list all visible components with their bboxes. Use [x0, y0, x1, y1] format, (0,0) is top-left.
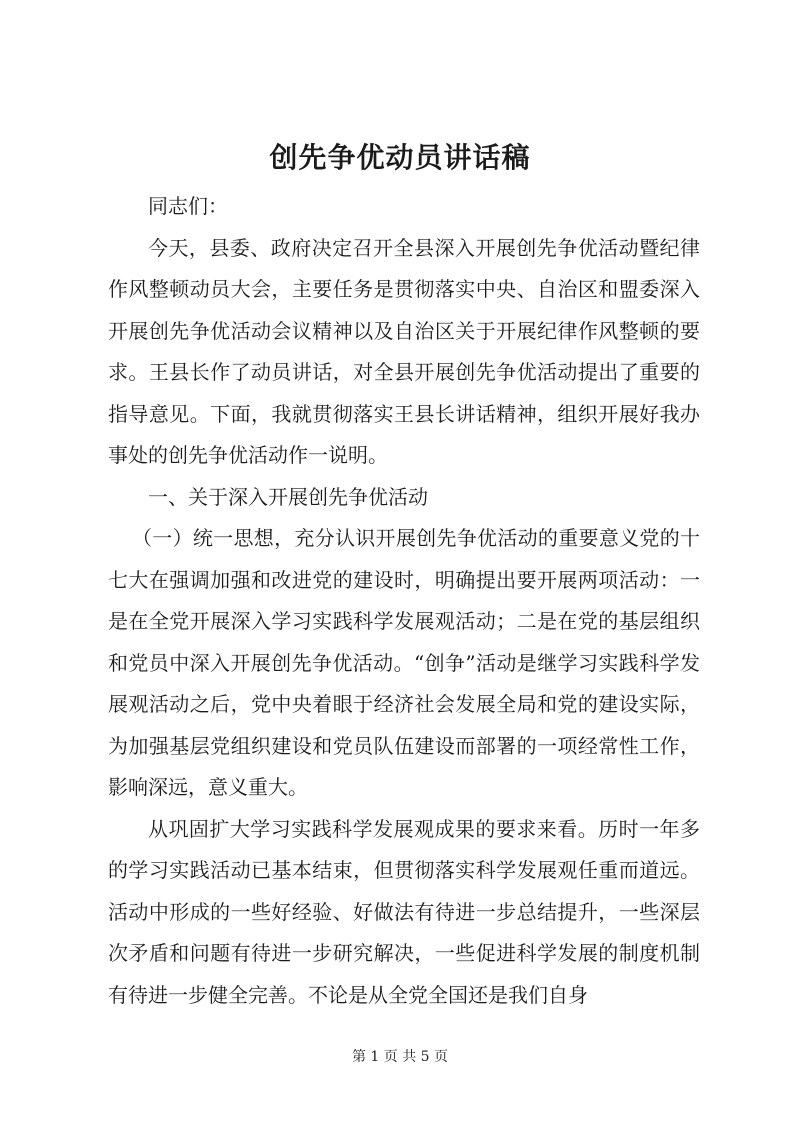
body-paragraph: 从巩固扩大学习实践科学发展观成果的要求来看。历时一年多的学习实践活动已基本结束，但贯彻落实科学发展观任重而道远。活动中形成的一些好经验、好做法有待进一步总结提升，一些深层次矛盾和问题有待进一步研究解决，一些促进科学发展的制度机制有待进一步健全完善。不论是从全党全国还是我们自身: [108, 816, 700, 1007]
salutation-paragraph: 同志们：: [148, 194, 228, 218]
document-body: [108, 186, 700, 1016]
section-heading: 一、关于深入开展创先争优活动: [148, 484, 428, 509]
subsection-paragraph: （一）统一思想，充分认识开展创先争优活动的重要意义党的十七大在强调加强和改进党的建设时，明确提出要开展两项活动：一是在全党开展深入学习实践科学发展观活动；二是在党的基层组织和党员中深入开展创先争优活动。“创争”活动是继学习实践科学发展观活动之后，党中央着眼于经济社会发展全局和党的建设实际，为加强基层党组织建设和党员队伍建设而部署的一项经常性工作，影响深远，意义重大。: [108, 526, 700, 799]
opening-paragraph: 今天，县委、政府决定召开全县深入开展创先争优活动暨纪律作风整顿动员大会，主要任务是贯彻落实中央、自治区和盟委深入开展创先争优活动会议精神以及自治区关于开展纪律作风整顿的要求。王县长作了动员讲话，对全县开展创先争优活动提出了重要的指导意见。下面，我就贯彻落实王县长讲话精神，组织开展好我办事处的创先争优活动作一说明。: [108, 235, 700, 467]
page-number-footer: 第 1 页 共 5 页: [351, 1049, 449, 1065]
document-title: 创先争优动员讲话稿: [269, 141, 531, 174]
